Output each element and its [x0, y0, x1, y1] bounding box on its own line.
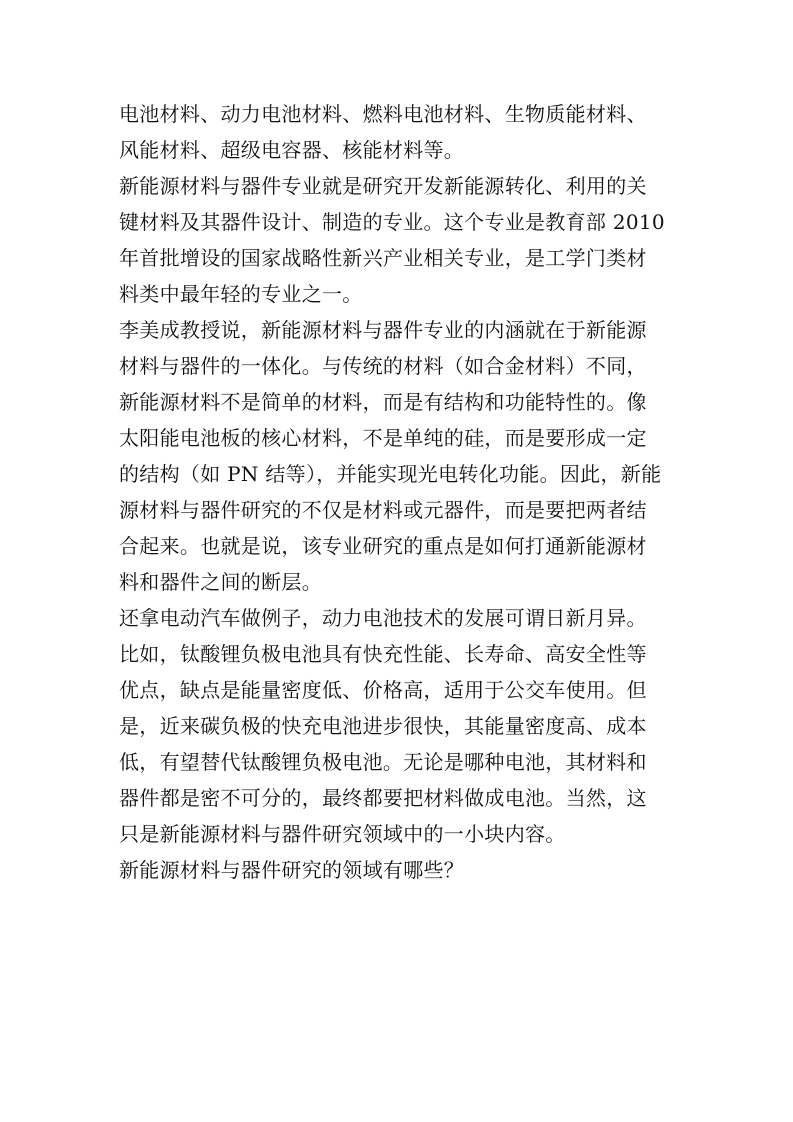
- text-line: 新能源材料不是简单的材料，而是有结构和功能特性的。像: [119, 390, 647, 414]
- text-line: 太阳能电池板的核心材料，不是单纯的硅，而是要形成一定: [119, 426, 647, 450]
- text-line: 料类中最年轻的专业之一。: [119, 282, 363, 306]
- body-text: [119, 96, 679, 888]
- text-line: 李美成教授说，新能源材料与器件专业的内涵就在于新能源: [119, 318, 647, 342]
- text-line: 的结构（如 PN 结等），并能实现光电转化功能。因此，新能: [119, 462, 662, 486]
- text-line: 只是新能源材料与器件研究领域中的一小块内容。: [119, 822, 566, 846]
- text-line: 料和器件之间的断层。: [119, 570, 322, 594]
- text-line: 键材料及其器件设计、制造的专业。这个专业是教育部 2010: [119, 210, 665, 234]
- text-line: 年首批增设的国家战略性新兴产业相关专业，是工学门类材: [119, 246, 647, 270]
- text-line: 源材料与器件研究的不仅是材料或元器件，而是要把两者结: [119, 498, 647, 522]
- text-line: 器件都是密不可分的，最终都要把材料做成电池。当然，这: [119, 786, 647, 810]
- text-line: 比如，钛酸锂负极电池具有快充性能、长寿命、高安全性等: [119, 642, 647, 666]
- text-line: 合起来。也就是说，该专业研究的重点是如何打通新能源材: [119, 534, 647, 558]
- text-line: 新能源材料与器件专业就是研究开发新能源转化、利用的关: [119, 174, 647, 198]
- text-line: 电池材料、动力电池材料、燃料电池材料、生物质能材料、: [119, 102, 647, 126]
- text-line: 优点，缺点是能量密度低、价格高，适用于公交车使用。但: [119, 678, 647, 702]
- text-line: 风能材料、超级电容器、核能材料等。: [119, 138, 465, 162]
- text-line: 还拿电动汽车做例子，动力电池技术的发展可谓日新月异。: [119, 606, 647, 630]
- text-line: 材料与器件的一体化。与传统的材料（如合金材料）不同，: [119, 354, 647, 378]
- text-line: 新能源材料与器件研究的领域有哪些？: [119, 858, 465, 882]
- text-line: 是，近来碳负极的快充电池进步很快，其能量密度高、成本: [119, 714, 647, 738]
- text-line: 低，有望替代钛酸锂负极电池。无论是哪种电池，其材料和: [119, 750, 647, 774]
